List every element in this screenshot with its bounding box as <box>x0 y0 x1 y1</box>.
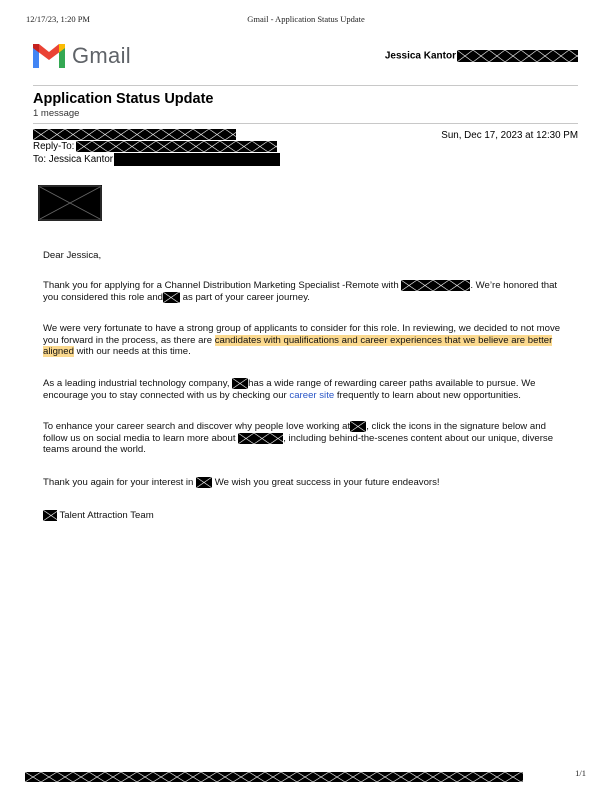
account-name: Jessica Kantor <box>384 50 456 62</box>
paragraph-4 <box>43 421 583 456</box>
p1-text-d: as part of your career journey. <box>182 291 310 303</box>
gmail-m-icon <box>33 44 65 68</box>
p1-text-a: Thank you for applying for a Channel Distribution Marketing Specialist -Remote with <box>43 280 399 292</box>
redacted-company-short <box>43 510 57 521</box>
redacted-to-address <box>114 153 280 166</box>
page-number: 1/1 <box>575 768 586 778</box>
career-site-link[interactable]: career site <box>289 389 335 401</box>
p3-text-a: As a leading industrial technology company, <box>43 378 230 390</box>
email-subject: Application Status Update <box>33 91 214 107</box>
gmail-wordmark: Gmail <box>72 43 131 68</box>
p4-text-d: , including behind-the-scenes content about our unique, diverse <box>283 432 554 444</box>
company-logo-image <box>38 185 102 221</box>
header-divider <box>33 85 578 86</box>
signature <box>43 510 154 522</box>
redacted-email <box>457 50 578 62</box>
email-date: Sun, Dec 17, 2023 at 12:30 PM <box>441 130 578 141</box>
p2-text-c: with our needs at this time. <box>76 346 191 357</box>
p2-text-a: We were very fortunate to have a strong group of applicants to consider for this role. In reviewing, we decided to not move <box>43 323 561 334</box>
to-row <box>33 153 280 166</box>
account-header <box>385 50 578 62</box>
highlight-text-1: candidates with qualifications and career experiences that we believe are better <box>214 334 553 346</box>
redacted-company-short <box>232 378 248 389</box>
paragraph-5 <box>43 477 573 489</box>
redacted-sender <box>33 129 236 140</box>
footer-url <box>25 768 523 786</box>
redacted-company <box>401 280 470 291</box>
paragraph-1 <box>43 280 573 303</box>
p3-text-c: encourage you to stay connected with us by checking our <box>43 389 287 401</box>
p1-text-b: . We’re honored that <box>470 280 558 292</box>
to-label: To: Jessica Kantor <box>33 154 114 166</box>
greeting: Dear Jessica, <box>43 250 102 261</box>
print-datetime: 12/17/23, 1:20 PM <box>26 14 90 24</box>
reply-to-label: Reply-To: <box>33 141 75 153</box>
highlight-text-2: aligned <box>43 346 74 357</box>
message-count: 1 message <box>33 108 80 119</box>
p4-text-b: , click the icons in the signature below and <box>366 421 546 433</box>
p2-text-b: you forward in the process, as there are <box>43 334 213 346</box>
print-title: Gmail - Application Status Update <box>247 14 365 24</box>
p4-text-e: teams around the world. <box>43 444 146 456</box>
p3-text-b: has a wide range of rewarding career paths available to pursue. We <box>248 378 536 390</box>
redacted-company-short <box>163 292 180 303</box>
p5-text-a: Thank you again for your interest in <box>43 477 194 489</box>
redacted-url <box>25 772 523 782</box>
paragraph-3 <box>43 378 573 401</box>
subject-divider <box>33 123 578 124</box>
p1-text-c: you considered this role and <box>43 291 163 303</box>
gmail-logo <box>33 42 173 72</box>
paragraph-2 <box>43 323 588 358</box>
redacted-company-short <box>196 477 212 488</box>
p4-text-c: follow us on social media to learn more about <box>43 432 236 444</box>
image-placeholder-icon <box>38 185 102 221</box>
p4-text-a: To enhance your career search and discover why people love working at <box>43 421 351 433</box>
signature-text: Talent Attraction Team <box>59 510 154 522</box>
sender-row <box>33 129 236 140</box>
reply-to-row <box>33 141 277 152</box>
redacted-company-short <box>350 421 366 432</box>
p5-text-b: We wish you great success in your future endeavors! <box>214 477 440 489</box>
redacted-company <box>238 433 283 444</box>
p3-text-d: frequently to learn about new opportunities. <box>336 389 521 401</box>
redacted-reply-to <box>76 141 277 152</box>
